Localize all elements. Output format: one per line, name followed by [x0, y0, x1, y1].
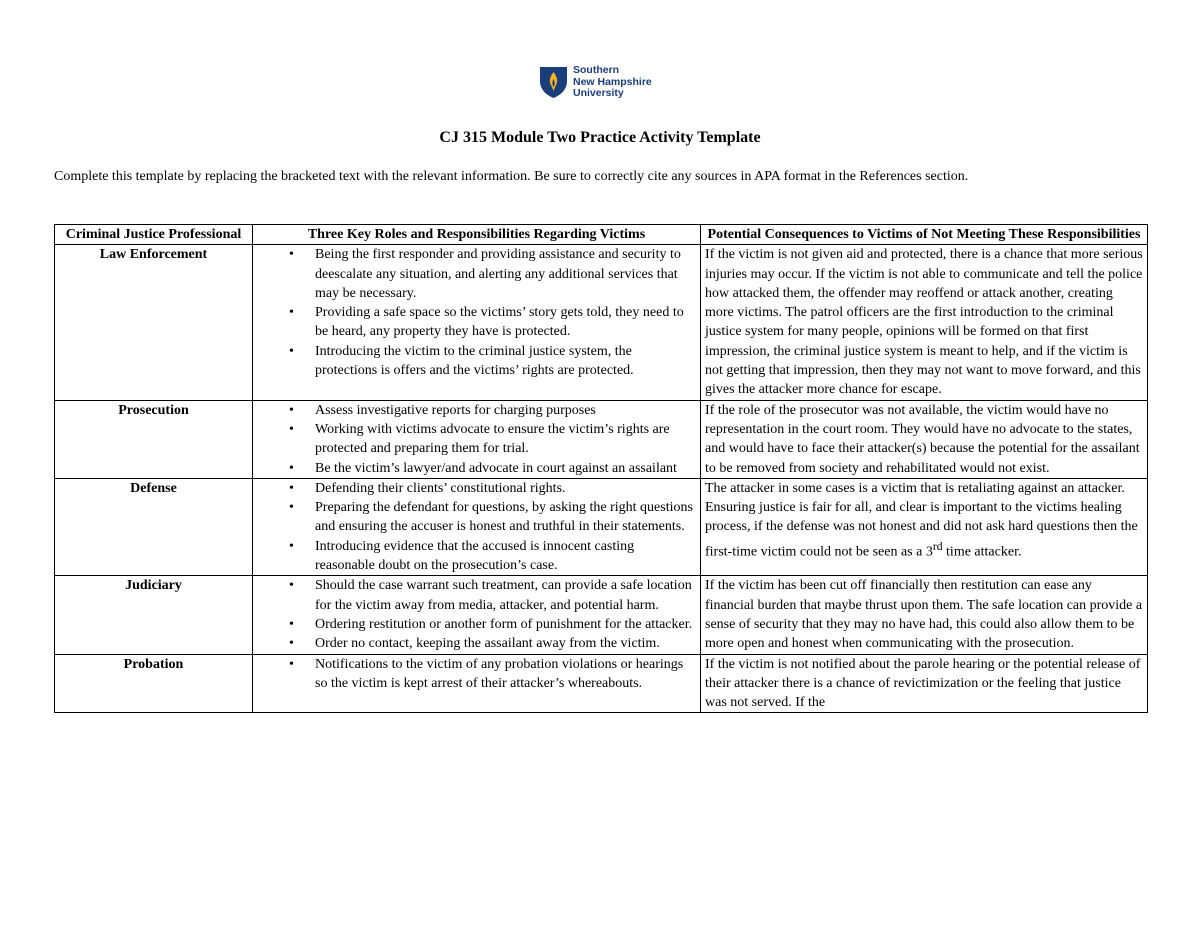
role-item: • Assess investigative reports for charging purposes	[315, 401, 696, 420]
role-item: • Being the first responder and providing assistance and security to deescalate any situation, and alerting any additional services that may be necessary.	[315, 245, 696, 303]
role-item: • Providing a safe space so the victims’ story gets told, they need to be heard, any property they have is protected.	[315, 303, 696, 342]
header-roles: Three Key Roles and Responsibilities Regarding Victims	[253, 225, 701, 245]
role-item: • Notifications to the victim of any probation violations or hearings so the victim is kept arrest of their attacker’s whereabouts.	[315, 655, 696, 694]
consequences-cell	[701, 478, 1148, 575]
table-row	[55, 400, 1148, 478]
logo-line-2: New Hampshire	[573, 75, 652, 88]
roles-cell	[253, 400, 701, 478]
page-title: CJ 315 Module Two Practice Activity Template	[439, 129, 761, 146]
roles-cell	[253, 654, 701, 713]
role-item: • Order no contact, keeping the assailant away from the victim.	[315, 634, 696, 653]
ordinal-suffix: rd	[932, 539, 943, 553]
role-item: • Be the victim’s lawyer/and advocate in court against an assailant	[315, 459, 696, 478]
role-item: • Ordering restitution or another form of punishment for the attacker.	[315, 615, 696, 634]
table-row	[55, 245, 1148, 400]
logo-line-1: Southern	[573, 64, 620, 76]
role-item: • Should the case warrant such treatment, can provide a safe location for the victim away from media, attacker, and potential harm.	[315, 576, 696, 615]
role-item: • Working with victims advocate to ensure the victim’s rights are protected and preparing them for trial.	[315, 420, 696, 459]
role-item: • Defending their clients’ constitutional rights.	[315, 479, 696, 498]
snhu-wordmark	[573, 65, 652, 100]
consequences-cell: If the victim has been cut off financially then restitution can ease any financial burden that maybe thrust upon them. The safe location can provide a sense of security that they may no have had, this could also allow them to be more open and honest when communicating with the prosecution.	[701, 576, 1148, 654]
roles-list	[257, 576, 696, 653]
intro-paragraph: Complete this template by replacing the bracketed text with the relevant information. Be sure to correctly cite any sources in APA format in the References section.	[54, 169, 969, 184]
professional-cell: Defense	[55, 478, 253, 575]
consequences-cell: If the victim is not given aid and protected, there is a chance that more serious injuries may occur. If the victim is not able to communicate and tell the police how attacked them, the offender may reoffend or attack another, creating more victims. The patrol officers are the first introduction to the criminal justice system for many people, opinions will be formed on that first impression, the criminal justice system is meant to help, and if the victim is not getting that impression, then they may not want to move forward, and this gives the attacker more chance for escape.	[701, 245, 1148, 400]
table-row	[55, 654, 1148, 713]
table-row	[55, 576, 1148, 654]
professional-cell: Probation	[55, 654, 253, 713]
role-item: • Introducing the victim to the criminal justice system, the protections is offers and the victims’ rights are protected.	[315, 342, 696, 381]
professional-cell: Judiciary	[55, 576, 253, 654]
table-header-row	[55, 225, 1148, 245]
roles-list	[257, 479, 696, 575]
role-item: • Preparing the defendant for questions, by asking the right questions and ensuring the accuser is honest and truthful in their statements.	[315, 498, 696, 537]
consequences-text-end: time attacker.	[942, 544, 1022, 560]
roles-cell	[253, 576, 701, 654]
consequences-text: The attacker in some cases is a victim that is retaliating against an attacker. Ensuring justice is fair for all, and clear is important to the victims healing process, if the defense was not honest and did not ask hard questions then the first-time victim could not be seen as a 3	[705, 480, 1138, 560]
professional-cell: Law Enforcement	[55, 245, 253, 400]
roles-list	[257, 245, 696, 380]
header-consequences: Potential Consequences to Victims of Not Meeting These Responsibilities	[701, 225, 1148, 245]
roles-cell	[253, 478, 701, 575]
role-item: • Introducing evidence that the accused is innocent casting reasonable doubt on the prosecution’s case.	[315, 537, 696, 576]
table-row	[55, 478, 1148, 575]
header-professional: Criminal Justice Professional	[55, 225, 253, 245]
snhu-shield-icon	[539, 66, 568, 99]
consequences-cell: If the victim is not notified about the parole hearing or the potential release of their attacker there is a chance of revictimization or the feeling that justice was not served. If the	[701, 654, 1148, 713]
roles-table	[54, 224, 1148, 713]
logo-line-3: University	[573, 87, 624, 99]
roles-cell	[253, 245, 701, 400]
consequences-cell: If the role of the prosecutor was not available, the victim would have no representation in the court room. They would have no advocate to the states, and would have to face their attacker(s) because the potential for the assailant to be removed from society and rehabilitated would not exist.	[701, 400, 1148, 478]
professional-cell: Prosecution	[55, 400, 253, 478]
snhu-logo	[539, 66, 652, 100]
roles-list	[257, 401, 696, 478]
roles-list	[257, 655, 696, 694]
